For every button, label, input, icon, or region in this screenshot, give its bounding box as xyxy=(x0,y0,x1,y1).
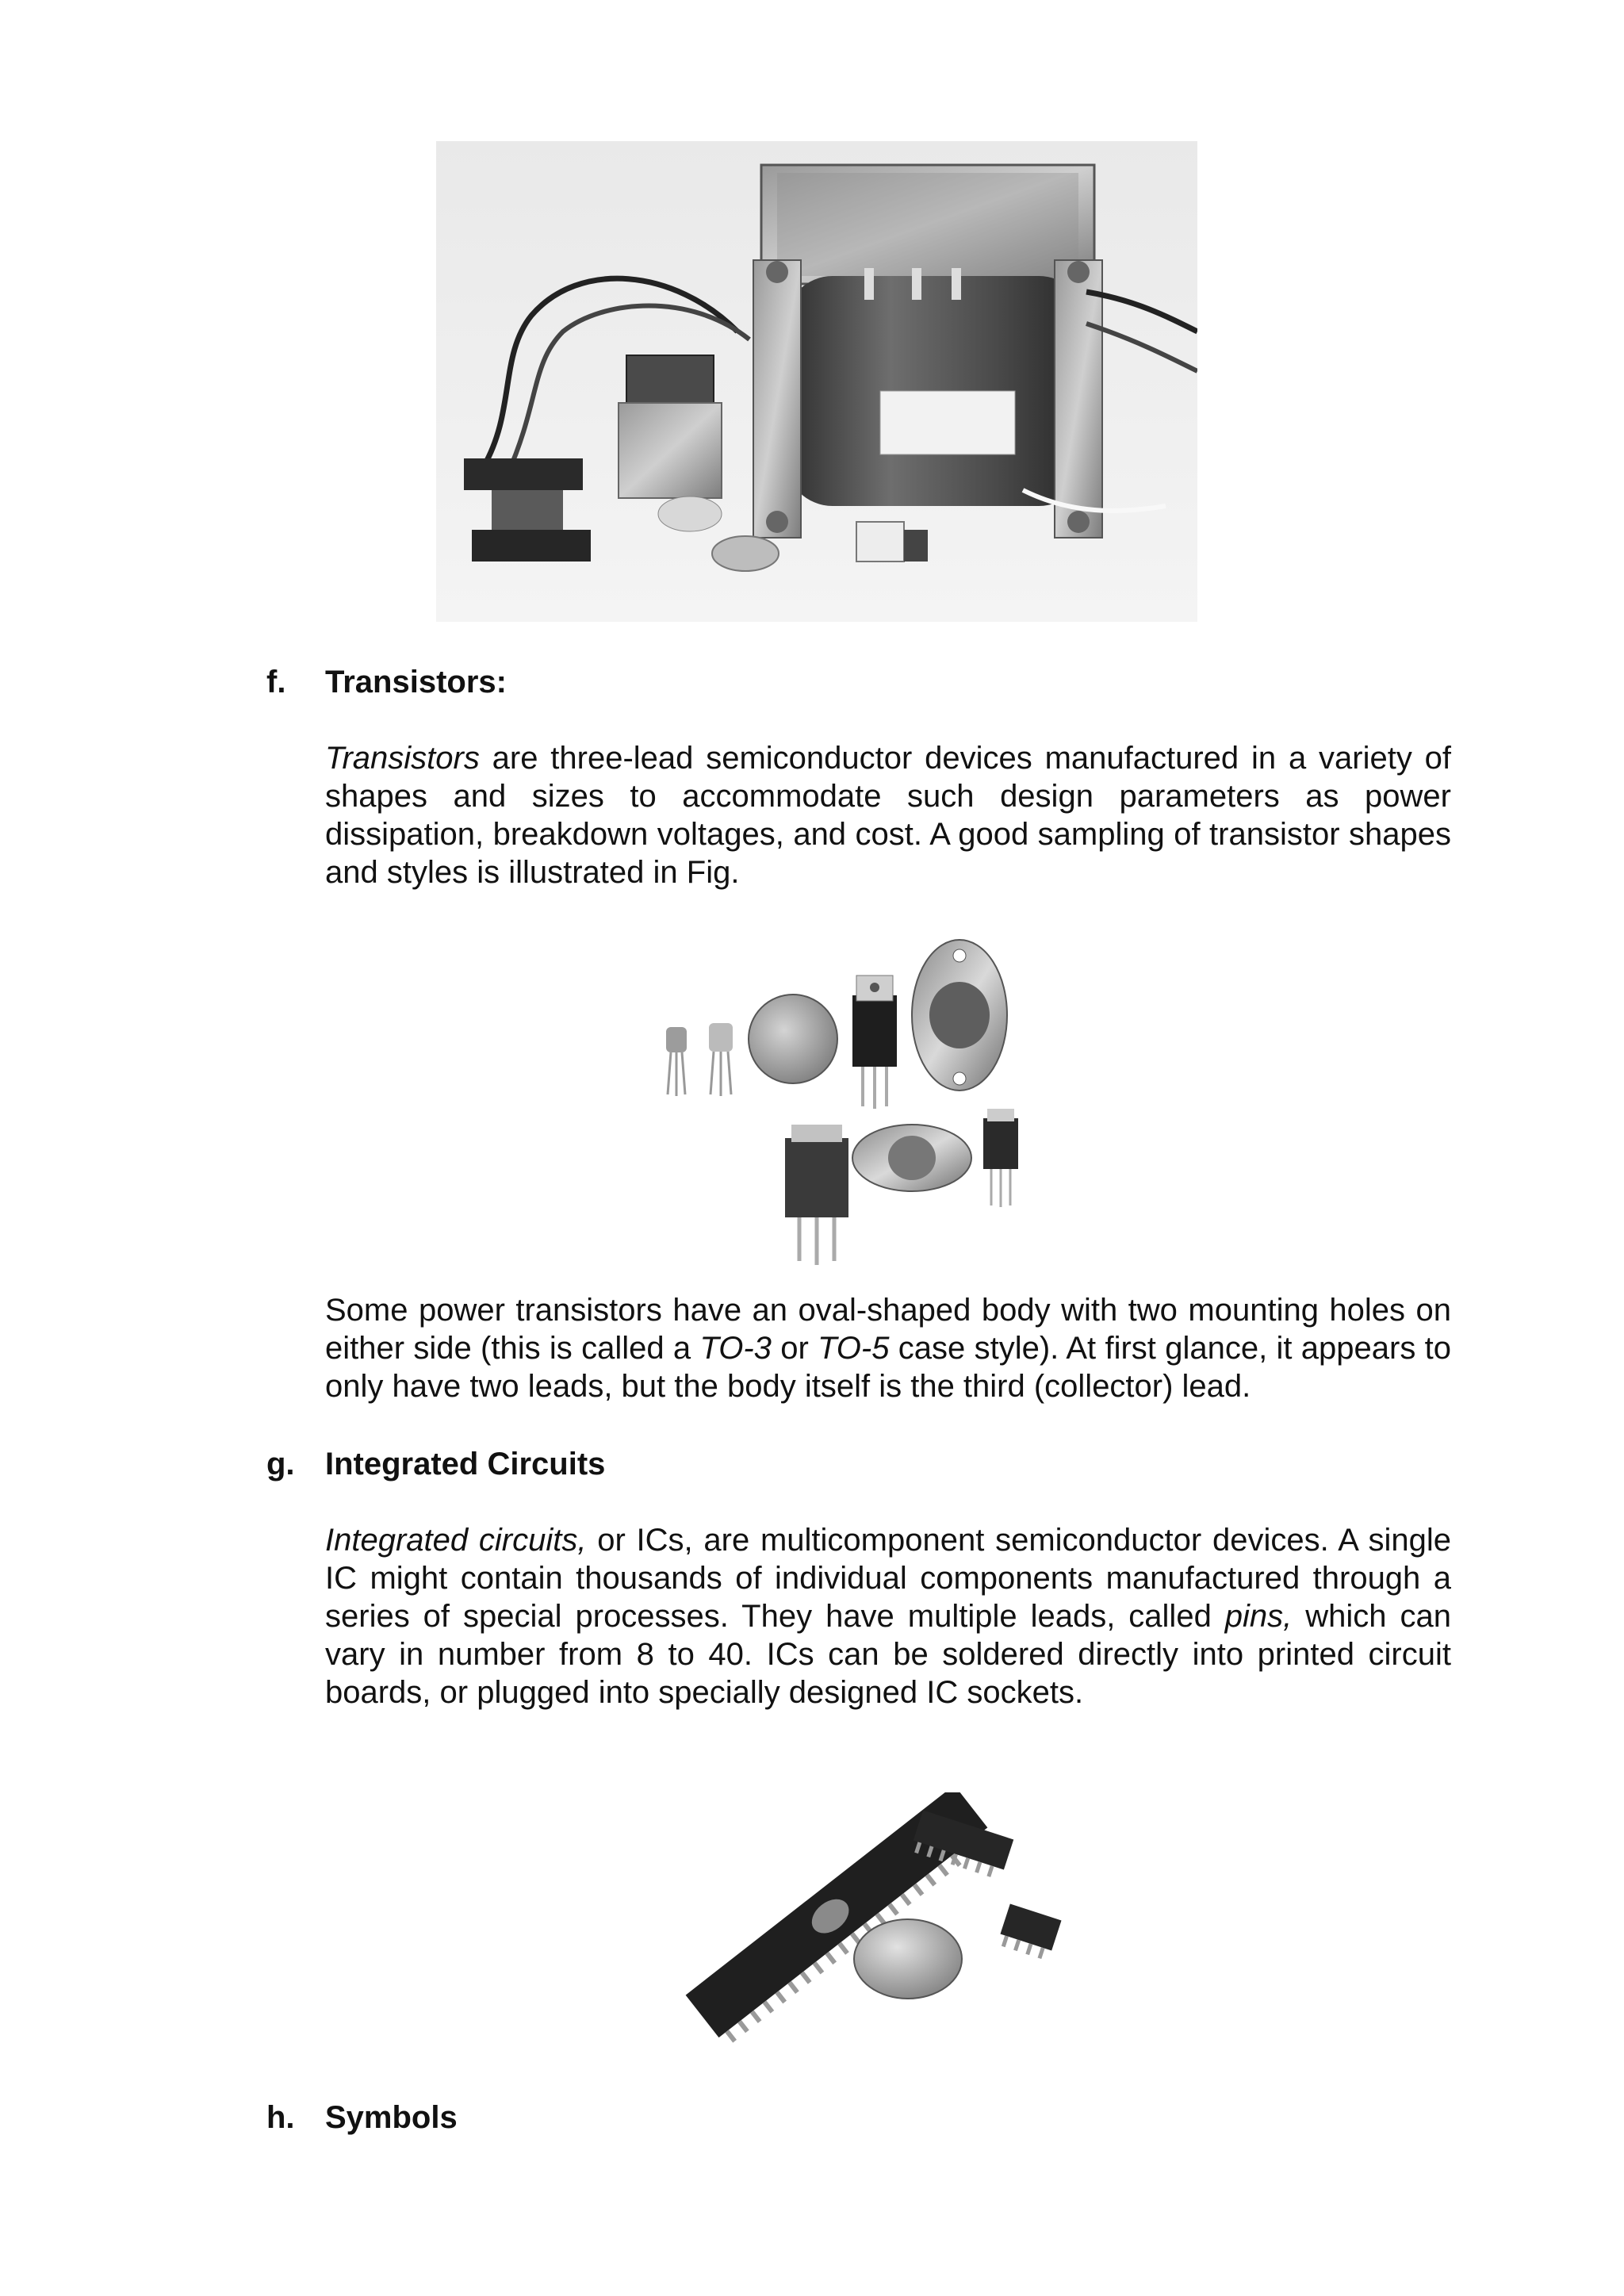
section-g-label: g. xyxy=(266,1447,295,1481)
transformers-photo xyxy=(436,141,1197,622)
section-f-title: Transistors: xyxy=(325,665,507,700)
ic-term: Integrated circuits, xyxy=(325,1523,587,1558)
to3-term: TO-3 xyxy=(699,1331,772,1366)
transistors-paragraph xyxy=(325,739,1451,891)
section-h-heading xyxy=(266,2099,458,2137)
power-text-2: or xyxy=(771,1331,818,1366)
power-text-1: Some power transistors have an oval-shaped body with two mounting holes on either side (this is called a xyxy=(325,1293,1451,1366)
transistors-term: Transistors xyxy=(325,741,480,776)
power-transistors-paragraph xyxy=(325,1291,1451,1405)
section-f-label: f. xyxy=(266,665,286,700)
section-g-title: Integrated Circuits xyxy=(325,1447,606,1481)
ic-text-1: or ICs, are multicomponent semiconductor devices. A single IC might contain thousands of individual components manufactured through a series of special processes. They have multiple leads, called xyxy=(325,1523,1451,1634)
pins-term: pins, xyxy=(1224,1599,1293,1634)
transistors-text: are three-lead semiconductor devices manufactured in a variety of shapes and sizes to accommodate such design parameters as power dissipation, breakdown voltages, and cost. A good sampling of transistor shapes and styles is illustrated in Fig. xyxy=(325,741,1451,890)
integrated-circuits-photo xyxy=(670,1792,1114,2054)
section-g-heading xyxy=(266,1445,605,1483)
power-text-3: case style). At first glance, it appears to only have two leads, but the body itself is the third (collector) lead. xyxy=(325,1331,1452,1404)
section-f-heading xyxy=(266,663,507,701)
ic-text-2: which can vary in number from 8 to 40. ICs can be soldered directly into printed circuit boards, or plugged into specially designed IC sockets. xyxy=(325,1599,1452,1710)
section-h-label: h. xyxy=(266,2100,295,2135)
to5-term: TO-5 xyxy=(818,1331,890,1366)
transistors-photo xyxy=(650,928,1047,1277)
section-h-title: Symbols xyxy=(325,2100,458,2135)
ic-paragraph xyxy=(325,1521,1451,1711)
